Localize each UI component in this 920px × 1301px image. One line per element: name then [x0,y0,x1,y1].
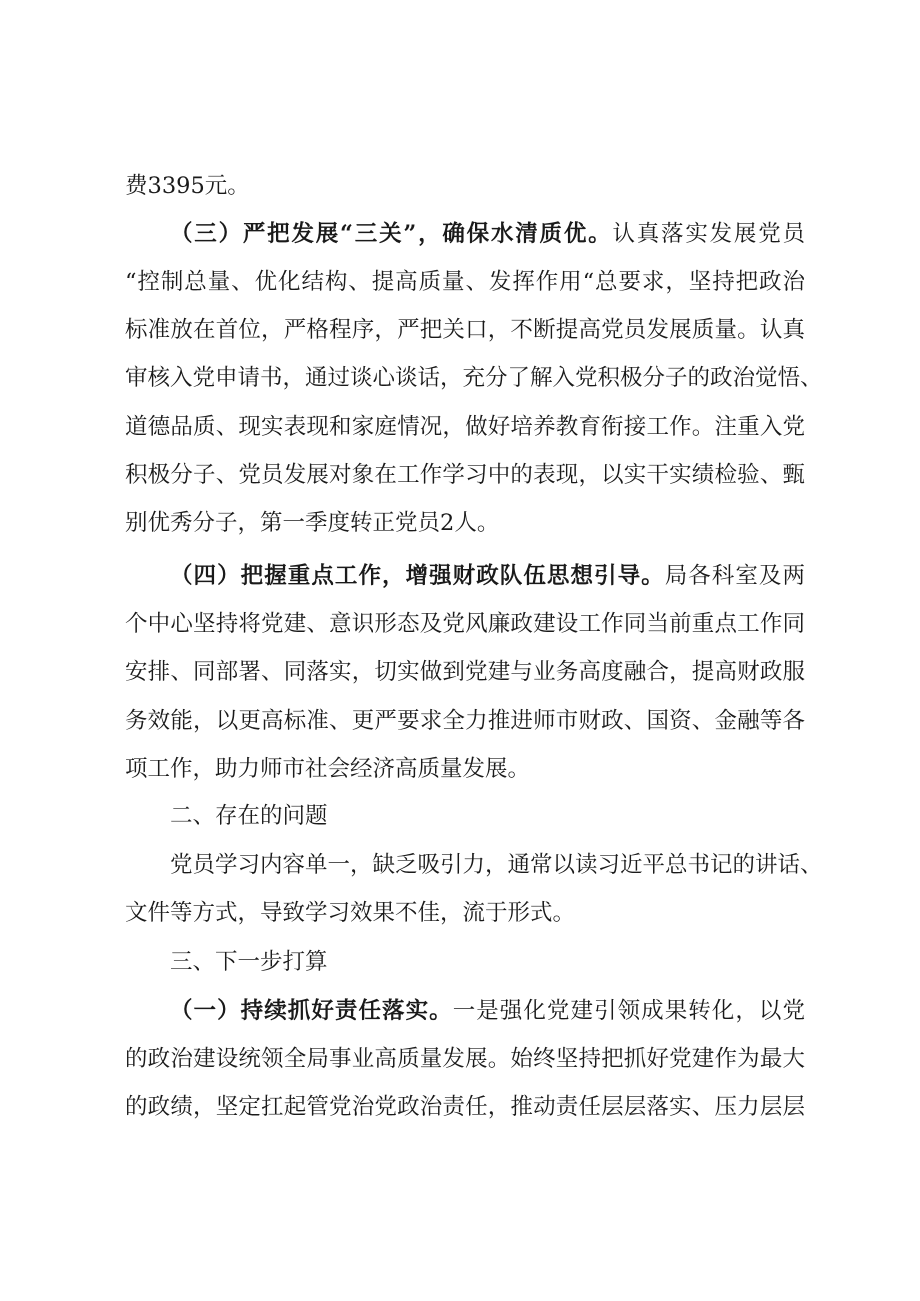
paragraph-line [170,849,823,881]
line-text: 审核入党申请书，通过谈心谈话，充分了解入党积极分子的政治觉悟、 [125,365,823,391]
line-text: 务效能，以更高标准、更严要求全力推进师市财政、国资、金融等各 [125,708,805,734]
subsection-heading: （一）持续抓好责任落实。 [170,998,453,1024]
paragraph-line [125,314,805,346]
paragraph-line [125,1043,805,1075]
paragraph-line [125,266,805,298]
paragraph-line [125,753,805,785]
paragraph-line [125,362,823,394]
line-text: 一是强化党建引领成果转化，以党 [452,998,805,1024]
paragraph-line [125,705,805,737]
line-text: 项工作，助力师市社会经济高质量发展。 [125,756,531,782]
line-text: 的政治建设统领全局事业高质量发展。始终坚持把抓好党建作为最大 [125,1046,805,1072]
paragraph-line [125,507,805,539]
line-text: 的政绩，坚定扛起管党治党政治责任，推动责任层层落实、压力层层 [125,1094,805,1120]
line-text: 别优秀分子，第一季度转正党员2人。 [125,510,500,536]
line-text: 个中心坚持将党建、意识形态及党风廉政建设工作同当前重点工作同 [125,611,805,637]
paragraph-heading-line [170,560,805,592]
paragraph-line [125,459,805,491]
section-title: 二、存在的问题 [170,803,328,829]
line-text: 道德品质、现实表现和家庭情况，做好培养教育衔接工作。注重入党 [125,414,805,440]
line-text: 局各科室及两 [664,563,805,589]
paragraph-line [125,656,805,688]
paragraph-line [125,170,805,202]
paragraph-line [125,1091,805,1123]
subsection-heading: （四）把握重点工作，增强财政队伍思想引导。 [170,563,665,589]
line-text: 文件等方式，导致学习效果不佳，流于形式。 [125,900,576,926]
paragraph-line [125,897,805,929]
section-title: 三、下一步打算 [170,949,328,975]
paragraph-line [125,411,805,443]
line-text: 党员学习内容单一，缺乏吸引力，通常以读习近平总书记的讲话、 [170,852,823,878]
line-text: 安排、同部署、同落实，切实做到党建与业务高度融合，提高财政服 [125,659,805,685]
line-text: 积极分子、党员发展对象在工作学习中的表现，以实干实绩检验、甄 [125,462,805,488]
paragraph-line [125,608,805,640]
line-text: 标准放在首位，严格程序，严把关口，不断提高党员发展质量。认真 [125,317,805,343]
subsection-heading: （三）严把发展“三关”，确保水清质优。 [170,221,613,247]
line-text: 费3395元。 [125,173,250,199]
paragraph-heading-line [170,218,805,250]
line-text: “控制总量、优化结构、提高质量、发挥作用“总要求，坚持把政治 [125,269,805,295]
section-heading [170,946,805,978]
paragraph-heading-line [170,995,805,1027]
line-text: 认真落实发展党员 [612,221,805,247]
section-heading [170,800,805,832]
